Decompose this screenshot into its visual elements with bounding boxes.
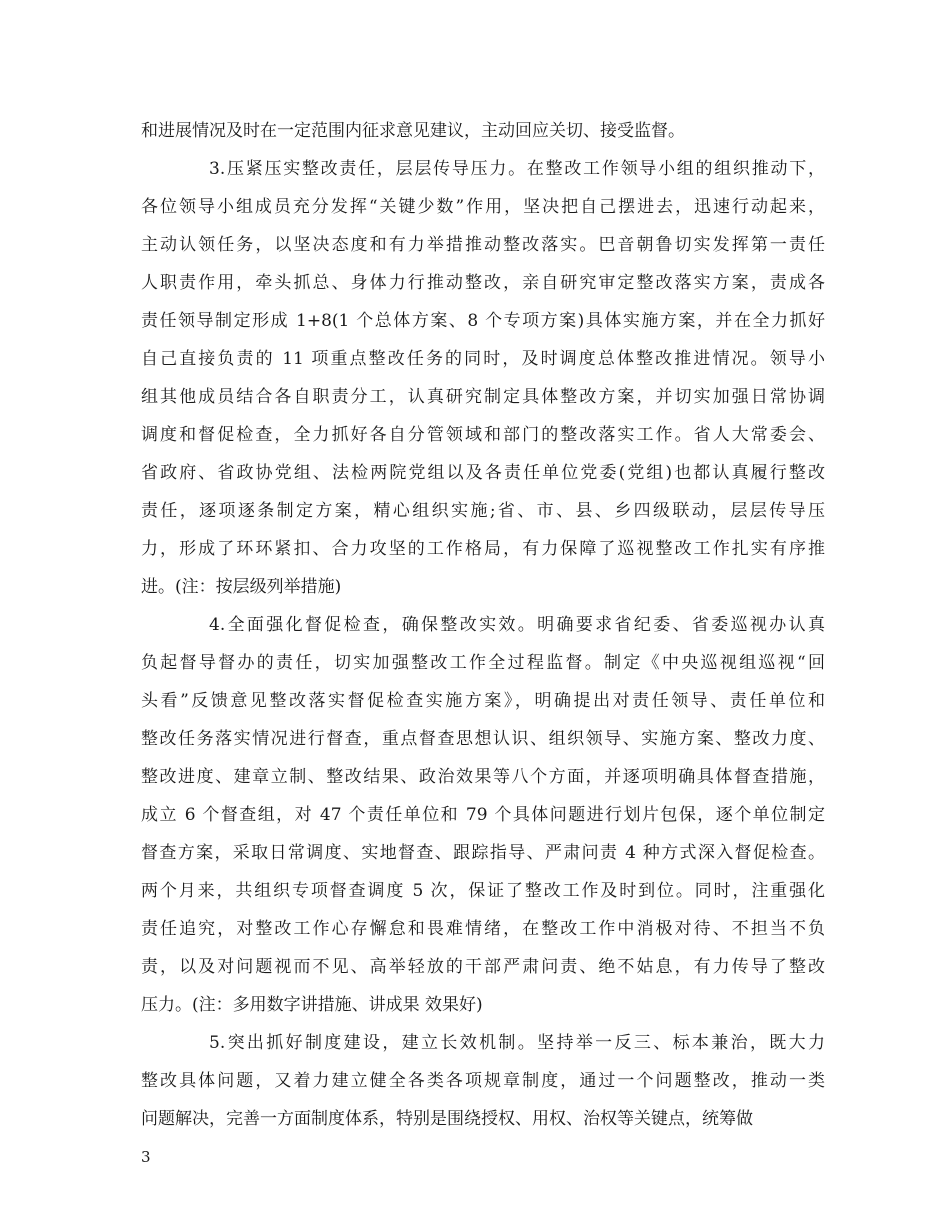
document-body — [141, 112, 825, 1138]
text-line: 4.全面强化督促检查，确保整改实效。明确要求省纪委、省委巡视办认真 — [209, 615, 825, 635]
text-line: 主动认领任务，以坚决态度和有力举措推动整改落实。巴音朝鲁切实发挥第一责任 — [141, 235, 825, 255]
text-line: 督查方案，采取日常调度、实地督查、跟踪指导、严肃问责 4 种方式深入督促检查。 — [141, 843, 825, 863]
text-line: 整改任务落实情况进行督查，重点督查思想认识、组织领导、实施方案、整改力度、 — [141, 729, 825, 749]
text-line: 力，形成了环环紧扣、合力攻坚的工作格局，有力保障了巡视整改工作扎实有序推 — [141, 539, 825, 559]
text-line: 省政府、省政协党组、法检两院党组以及各责任单位党委(党组)也都认真履行整改 — [141, 463, 825, 483]
text-line: 压力。(注：多用数字讲措施、讲成果 效果好) — [141, 995, 483, 1015]
text-line: 各位领导小组成员充分发挥“关键少数”作用，坚决把自己摆进去，迅速行动起来， — [141, 197, 825, 217]
text-line: 整改具体问题，又着力建立健全各类各项规章制度，通过一个问题整改，推动一类 — [141, 1071, 825, 1091]
page-number: 3 — [141, 1148, 151, 1166]
text-line: 5.突出抓好制度建设，建立长效机制。坚持举一反三、标本兼治，既大力 — [209, 1033, 825, 1053]
text-line: 问题解决，完善一方面制度体系，特别是围绕授权、用权、治权等关键点，统筹做 — [141, 1109, 753, 1129]
text-line: 成立 6 个督查组，对 47 个责任单位和 79 个具体问题进行划片包保，逐个单位制定 — [141, 805, 825, 825]
text-line: 责任，逐项逐条制定方案，精心组织实施;省、市、县、乡四级联动，层层传导压 — [141, 501, 825, 521]
paragraph-3 — [141, 150, 825, 606]
text-line: 头看”反馈意见整改落实督促检查实施方案》，明确提出对责任领导、责任单位和 — [141, 691, 825, 711]
text-line: 和进展情况及时在一定范围内征求意见建议，主动回应关切、接受监督。 — [141, 121, 685, 141]
text-line: 组其他成员结合各自职责分工，认真研究制定具体整改方案，并切实加强日常协调 — [141, 387, 825, 407]
paragraph-intro-tail — [141, 112, 825, 150]
text-line: 进。(注：按层级列举措施) — [141, 577, 342, 597]
text-line: 负起督导督办的责任，切实加强整改工作全过程监督。制定《中央巡视组巡视“回 — [141, 653, 825, 673]
text-line: 3.压紧压实整改责任，层层传导压力。在整改工作领导小组的组织推动下， — [209, 159, 825, 179]
text-line: 两个月来，共组织专项督查调度 5 次，保证了整改工作及时到位。同时，注重强化 — [141, 881, 825, 901]
text-line: 自己直接负责的 11 项重点整改任务的同时，及时调度总体整改推进情况。领导小 — [141, 349, 825, 369]
paragraph-5 — [141, 1024, 825, 1138]
text-line: 调度和督促检查，全力抓好各自分管领域和部门的整改落实工作。省人大常委会、 — [141, 425, 825, 445]
text-line: 责任领导制定形成 1+8(1 个总体方案、8 个专项方案)具体实施方案，并在全力抓好 — [141, 311, 825, 331]
text-line: 整改进度、建章立制、整改结果、政治效果等八个方面，并逐项明确具体督查措施， — [141, 767, 825, 787]
text-line: 人职责作用，牵头抓总、身体力行推动整改，亲自研究审定整改落实方案，责成各 — [141, 273, 825, 293]
text-line: 责任追究，对整改工作心存懈怠和畏难情绪，在整改工作中消极对待、不担当不负 — [141, 919, 825, 939]
paragraph-4 — [141, 606, 825, 1024]
text-line: 责，以及对问题视而不见、高举轻放的干部严肃问责、绝不姑息，有力传导了整改 — [141, 957, 825, 977]
